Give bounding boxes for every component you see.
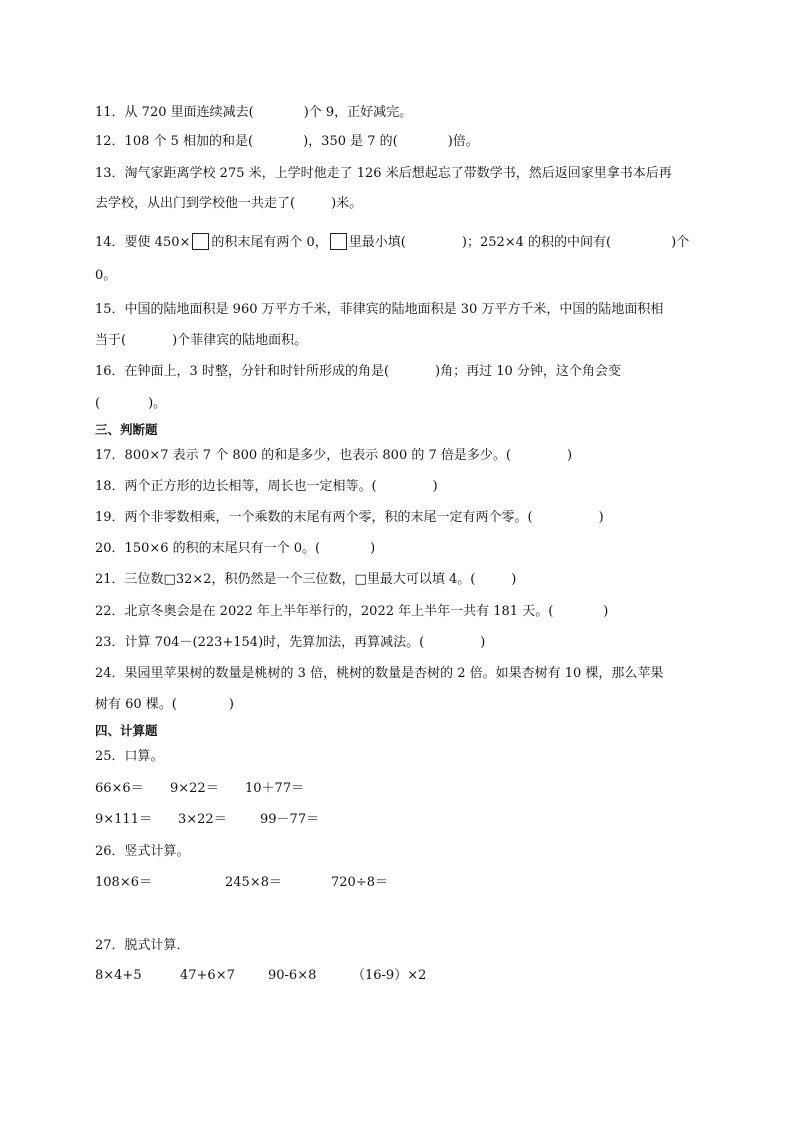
step-calc-item: 90-6×8 (268, 968, 317, 983)
section-heading-judge: 三、判断题 (95, 422, 158, 437)
question-13: 13．淘气家距离学校 275 米，上学时他走了 126 米后想起忘了带数学书，然后返回家里拿书本后再 (95, 166, 672, 181)
vertical-calc-item: 245×8＝ (225, 875, 282, 890)
mental-calc-item: 99－77＝ (260, 812, 320, 827)
step-calc-item: （16-9）×2 (352, 968, 427, 983)
question-27-title: 27．脱式计算． (95, 938, 190, 953)
mental-calc-item: 9×111＝ (95, 812, 152, 827)
question-22: 22．北京冬奥会是在 2022 年上半年举行的，2022 年上半年一共有 181 天。( ) (95, 604, 609, 619)
question-24-line2: 树有 60 棵。( ) (95, 697, 234, 712)
question-11: 11．从 720 里面连续减去( )个 9，正好减完。 (95, 105, 413, 120)
question-20: 20．150×6 的积的末尾只有一个 0。( ) (95, 541, 376, 556)
vertical-calc-item: 720÷8＝ (331, 875, 388, 890)
question-23: 23．计算 704－(223+154)时，先算加法，再算减法。( ) (95, 635, 486, 650)
section-heading-calc: 四、计算题 (95, 723, 158, 738)
vertical-calc-item: 108×6＝ (95, 875, 152, 890)
question-15: 15．中国的陆地面积是 960 万平方千米，菲律宾的陆地面积是 30 万平方千米，中国的陆地面积相 (95, 302, 664, 317)
question-17: 17．800×7 表示 7 个 800 的和是多少，也表示 800 的 7 倍是多少。( ) (95, 448, 573, 463)
step-calc-item: 47+6×7 (180, 968, 235, 983)
answer-box (330, 233, 347, 250)
question-19: 19．两个非零数相乘，一个乘数的末尾有两个零，积的末尾一定有两个零。( ) (95, 510, 604, 525)
answer-box (192, 233, 209, 250)
question-15-line2: 当于( )个菲律宾的陆地面积。 (95, 333, 308, 348)
step-calc-item: 8×4+5 (95, 968, 142, 983)
question-12: 12．108 个 5 相加的和是( )，350 是 7 的( )倍。 (95, 134, 479, 149)
question-16-line2: ( )。 (95, 396, 167, 411)
question-26-title: 26．竖式计算。 (95, 844, 190, 859)
question-25-title: 25．口算。 (95, 749, 164, 764)
question-21: 21．三位数□32×2，积仍然是一个三位数，□里最大可以填 4。( ) (95, 572, 517, 587)
mental-calc-item: 3×22＝ (178, 812, 227, 827)
mental-calc-item: 10＋77＝ (245, 781, 305, 796)
question-13-line2: 去学校，从出门到学校他一共走了( )米。 (95, 196, 363, 211)
question-14-line2: 0。 (95, 268, 117, 283)
mental-calc-item: 66×6＝ (95, 781, 144, 796)
question-24: 24．果园里苹果树的数量是桃树的 3 倍，桃树的数量是杏树的 2 倍。如果杏树有 10 棵，那么苹果 (95, 666, 664, 681)
question-14: 14．要使 450× 的积末尾有两个 0， 里最小填( )；252×4 的积的中间有( )个 (95, 235, 690, 250)
question-18: 18．两个正方形的边长相等，周长也一定相等。( ) (95, 479, 438, 494)
question-16: 16．在钟面上，3 时整，分针和时针所形成的角是( )角；再过 10 分钟，这个角会变 (95, 364, 621, 379)
mental-calc-item: 9×22＝ (170, 781, 219, 796)
